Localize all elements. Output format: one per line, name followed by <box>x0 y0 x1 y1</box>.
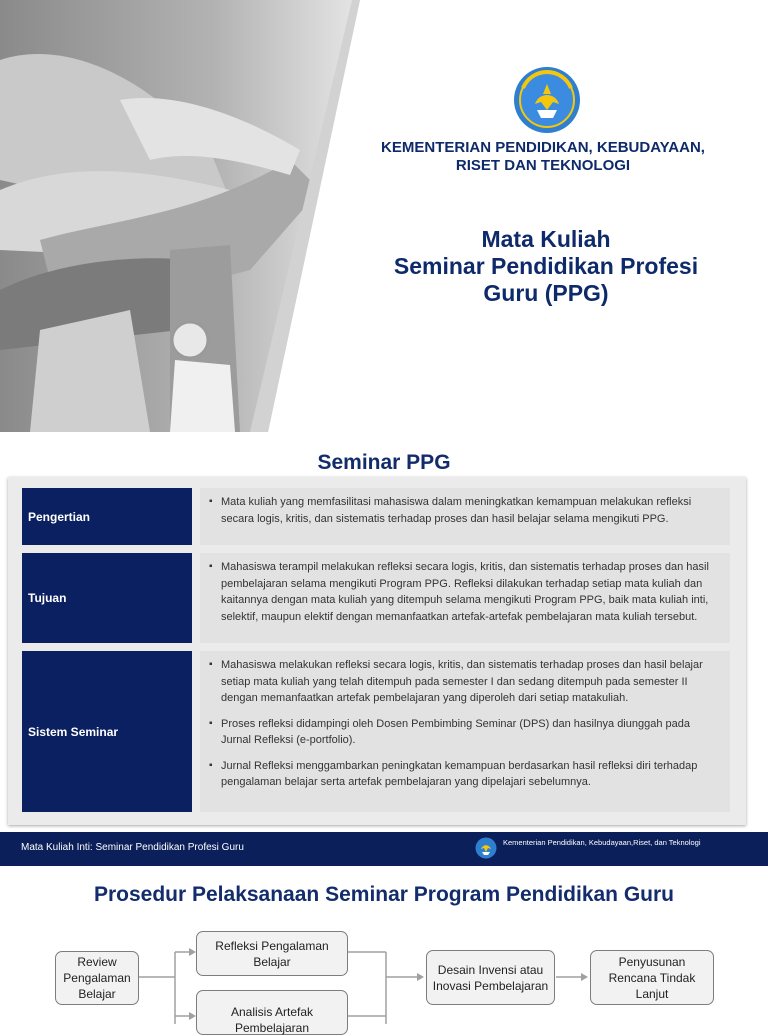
row-body-sistem-seminar <box>200 651 730 812</box>
footer-ministry-text: Kementerian Pendidikan, Kebudayaan,Riset, dan Teknologi <box>503 838 701 847</box>
step-refleksi-box: Refleksi Pengalaman Belajar <box>196 931 348 976</box>
bullet-list <box>208 559 722 625</box>
list-item: ▪ Jurnal Refleksi menggambarkan peningkatan kemampuan berdasarkan hasil refleksi diri terhadap pengalaman belajar serta artefak pembelajaran yang dipelajari sebelumnya. <box>208 758 722 791</box>
row-body-pengertian <box>200 488 730 545</box>
list-item: ▪ Mahasiswa melakukan refleksi secara logis, kritis, dan sistematis terhadap proses dan hasil belajar setiap mata kuliah yang telah ditempuh pada semester I dan sedang ditempuh pada semester II dengan memanfaatkan artefak pembelajaran yang diperoleh dari setiap matakuliah. <box>208 657 722 707</box>
row-body-tujuan <box>200 553 730 643</box>
step-review-box: Review Pengalaman Belajar <box>55 951 139 1005</box>
hands-stacked-photo <box>0 0 360 432</box>
step-desain-box: Desain Invensi atau Inovasi Pembelajaran <box>426 950 555 1005</box>
list-item: ▪ Proses refleksi didampingi oleh Dosen Pembimbing Seminar (DPS) dan hasilnya diunggah pada Jurnal Refleksi (e-portfolio). <box>208 716 722 749</box>
step-penyusunan-box: Penyusunan Rencana Tindak Lanjut <box>590 950 714 1005</box>
bullet-list <box>208 657 722 791</box>
ministry-name <box>358 139 728 175</box>
ministry-line-1: KEMENTERIAN PENDIDIKAN, KEBUDAYAAN, <box>381 139 705 156</box>
bullet-list <box>208 494 722 527</box>
list-item: ▪ Mata kuliah yang memfasilitasi mahasiswa dalam meningkatkan kemampuan melakukan refleksi secara logis, kritis, dan sistematis terhadap proses dan hasil belajar selama mengikuti PPG. <box>208 494 722 527</box>
step-analisis-box: Analisis Artefak Pembelajaran <box>196 990 348 1035</box>
row-label-tujuan: Tujuan <box>22 553 192 643</box>
course-title-line-3: Guru (PPG) <box>483 280 609 306</box>
title-slide <box>0 0 768 432</box>
row-label-pengertian: Pengertian <box>22 488 192 545</box>
list-item: ▪ Mahasiswa terampil melakukan refleksi secara logis, kritis, dan sistematis terhadap proses dan hasil pembelajaran selama mengikuti Program PPG. Refleksi dilakukan terhadap setiap mata kuliah dan kaitannya dengan mata kuliah yang ditempuh selama mengikuti Program PPG, baik mata kuliah inti, selektif, maupun elektif dengan memanfaatkan artefak-artefak pembelajaran mata kuliah tersebut. <box>208 559 722 625</box>
tut-wuri-handayani-logo-icon <box>513 66 581 134</box>
row-label-sistem-seminar: Sistem Seminar <box>22 651 192 812</box>
course-title-line-1: Mata Kuliah <box>481 226 611 252</box>
slide-title: Seminar PPG <box>317 451 451 474</box>
slide-footer <box>0 832 768 866</box>
footer-course-text: Mata Kuliah Inti: Seminar Pendidikan Profesi Guru <box>21 842 244 853</box>
tut-wuri-handayani-logo-icon <box>475 837 497 859</box>
ministry-line-2: RISET DAN TEKNOLOGI <box>455 157 631 174</box>
course-title <box>358 226 734 307</box>
course-title-line-2: Seminar Pendidikan Profesi <box>393 253 699 279</box>
procedure-slide <box>0 866 768 1035</box>
slide-title: Prosedur Pelaksanaan Seminar Program Pendidikan Guru <box>93 883 675 906</box>
seminar-ppg-slide <box>0 433 768 866</box>
